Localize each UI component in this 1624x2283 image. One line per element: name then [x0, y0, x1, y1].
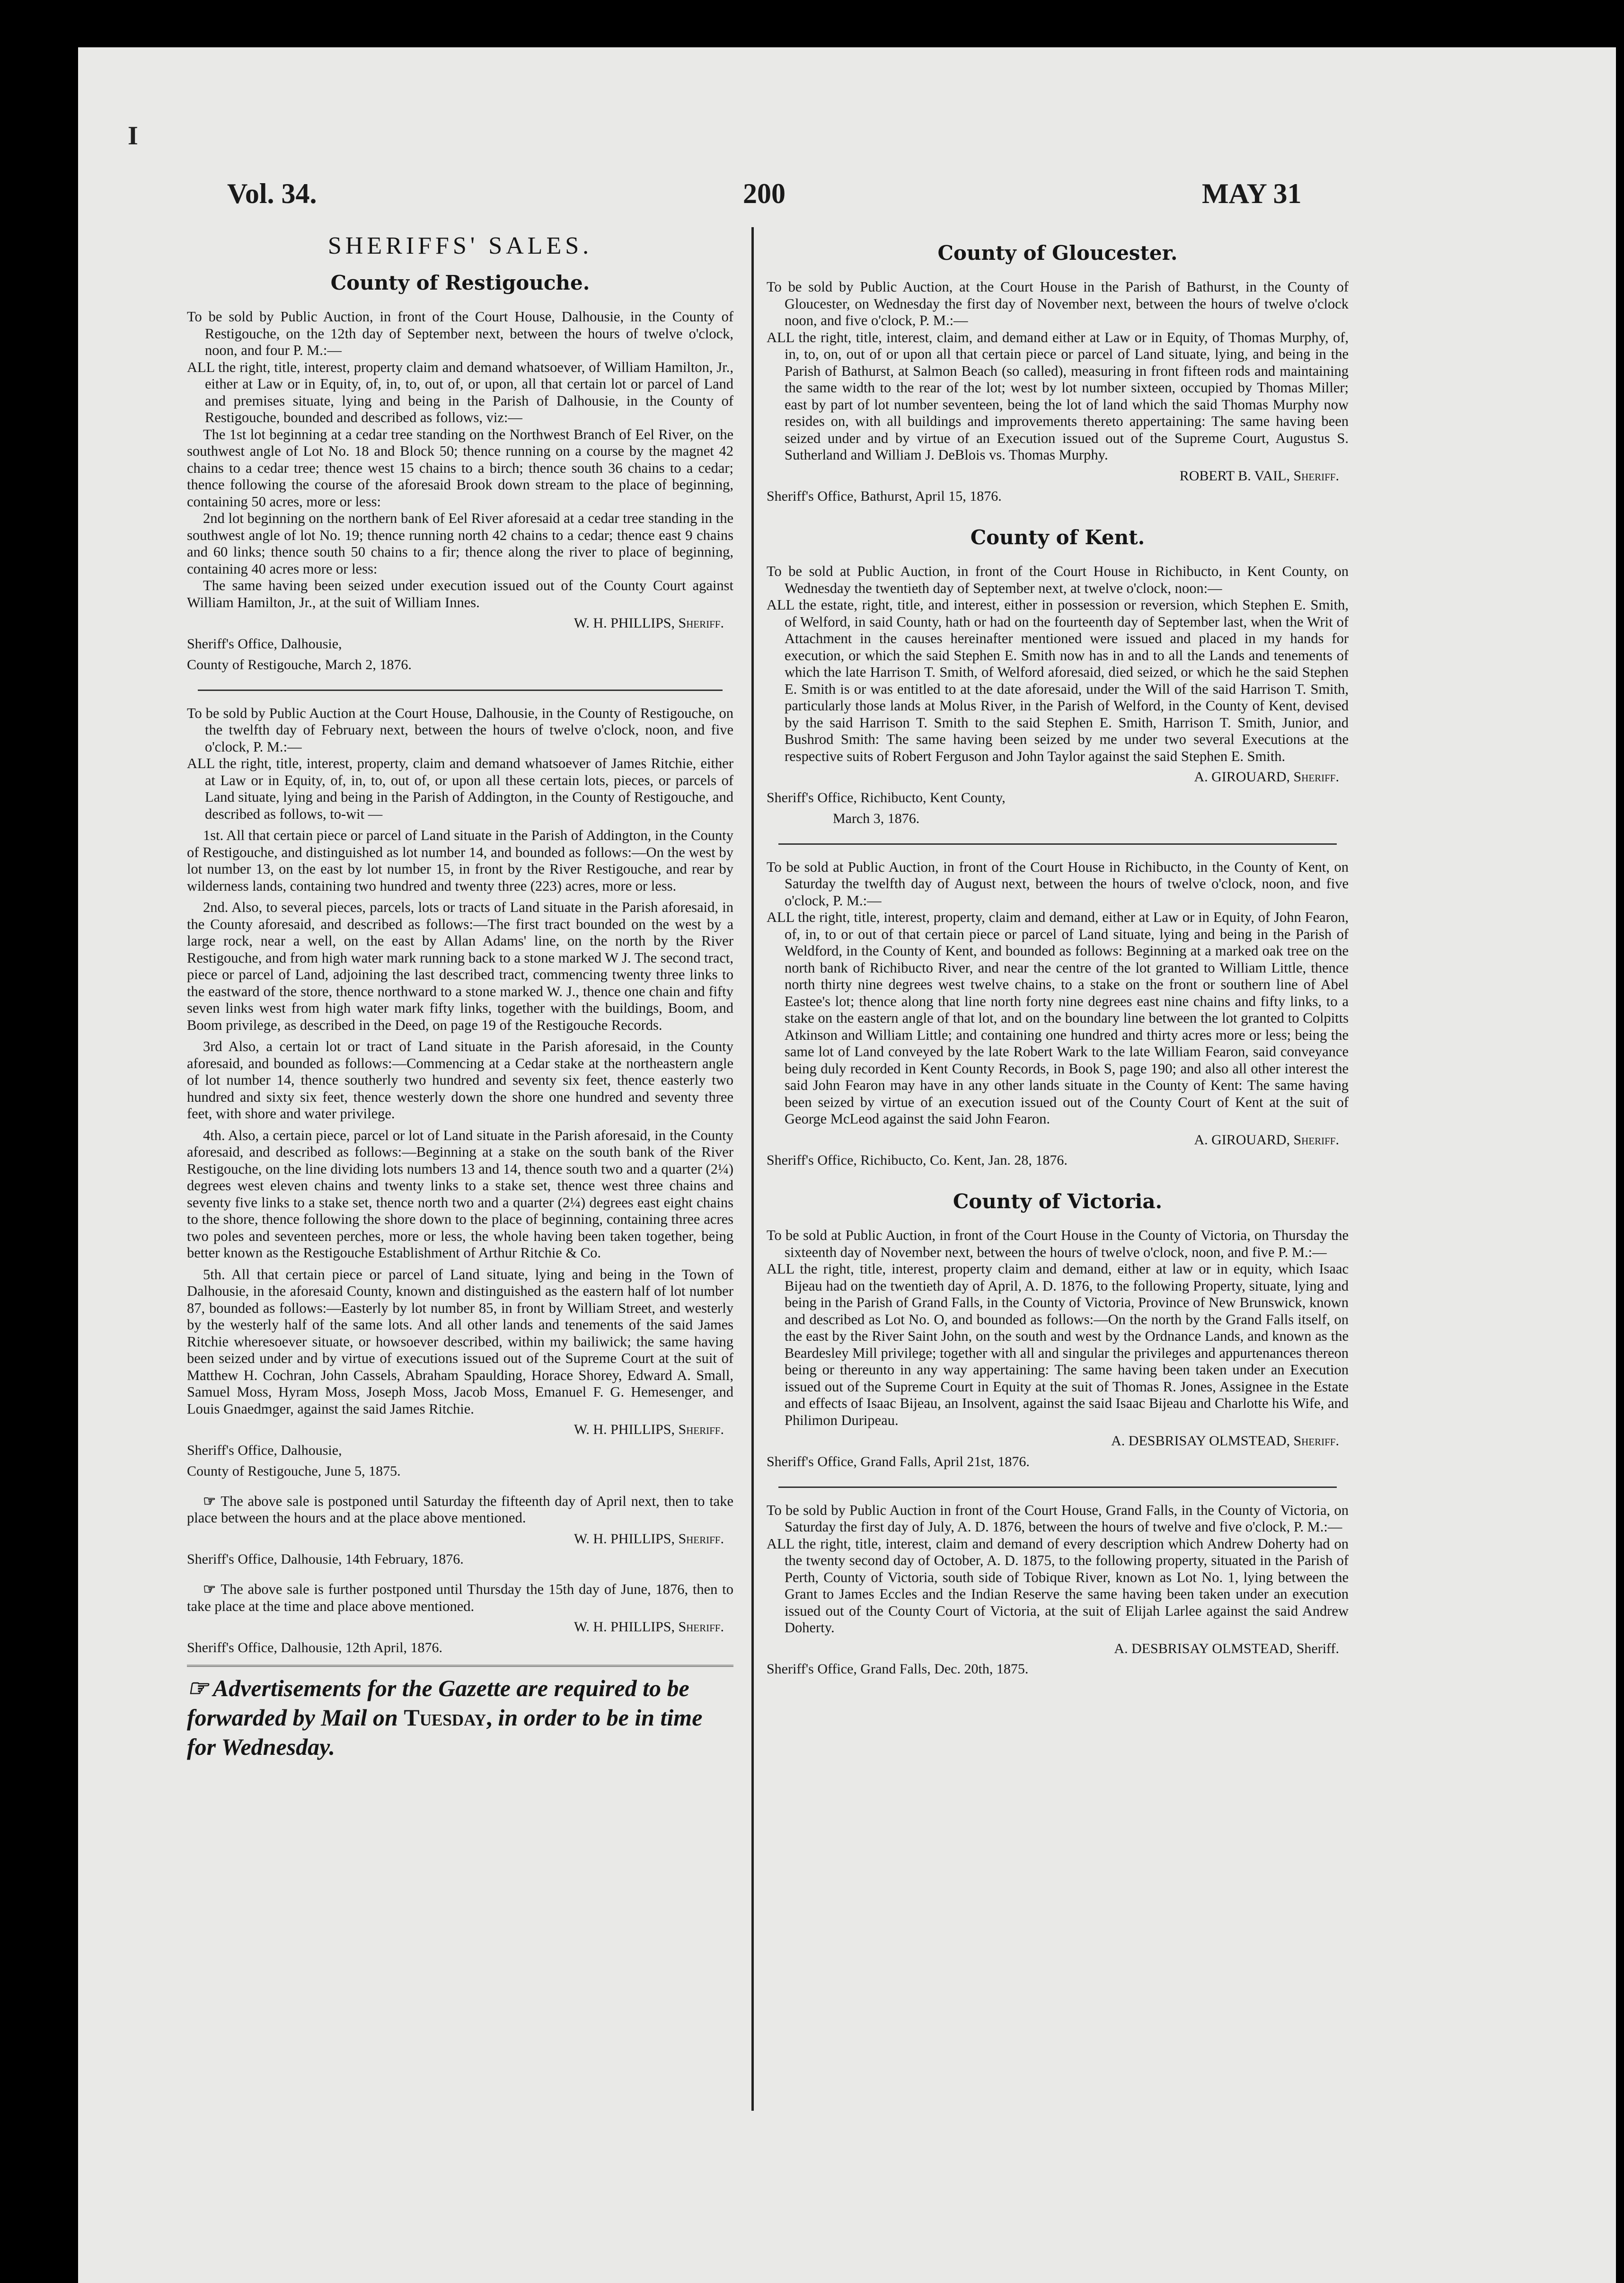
page-edge-tab [78, 303, 91, 327]
notice-paragraph: 4th. Also, a certain piece, parcel or lot of Land situate in the Parish aforesaid, in the County aforesaid, and described as follows:—Beginning at a stake on the south bank of the River Restigouche, on the line dividing lots numbers 13 and 14, thence south two and a quarter (2¼) degrees west eleven chains and twenty links to a stake set, thence west three chains and seventy five links to a stake set, thence north two and a quarter (2¼) degrees east eight chains to the shore, thence following the shore down to the place of beginning, containing three acres two poles and seventeen perches, more or less, the whole having been taken together, being better known as the Restigouche Establishment of Arthur Ritchie & Co. [187, 1127, 733, 1261]
office-line: Sheriff's Office, Richibucto, Co. Kent, Jan. 28, 1876. [767, 1152, 1068, 1168]
page-number: 200 [743, 178, 786, 209]
left-column [187, 222, 733, 2115]
sheriff-signature [767, 468, 1339, 485]
notice-paragraph: 2nd lot beginning on the northern bank of Eel River aforesaid at a cedar tree standing in the southwest angle of lot No. 19; thence running north 42 chains to a cedar; thence east 9 chains and 60 links; thence south 50 chains to a fir; thence along the river to place of beginning, containing 40 acres more or less: [187, 510, 733, 577]
volume-label: Vol. 34. [227, 178, 317, 209]
office-line: Sheriff's Office, Dalhousie, 14th February, 1876. [187, 1551, 464, 1567]
notice-paragraph: 2nd. Also, to several pieces, parcels, lots or tracts of Land situate in the Parish aforesaid, in the County aforesaid, and described as follows:—The first tract bounded on the west by a large rock, near a well, on the east by Allan Adams' line, on the north by the River Restigouche, and from high water mark running back to a stone marked W J. The second tract, piece or parcel of Land, adjoining the last described tract, commencing twenty three links to the eastward of the store, thence northward to a stone marked W. J., thence one chain and fifty seven links west from high water mark fifty links, together with the buildings, Boom, and Boom privilege, as described in the Deed, on page 19 of the Restigouche Records. [187, 899, 733, 1033]
sheriff-name: A. DESBRISAY OLMSTEAD, [1111, 1433, 1290, 1449]
column-rule [751, 227, 754, 2111]
pointing-hand-icon: ☞ [203, 1581, 216, 1597]
office-line: March 3, 1876. [833, 810, 920, 826]
sale-notice-ritchie [187, 705, 733, 1480]
notice-paragraph: The 1st lot beginning at a cedar tree standing on the Northwest Branch of Eel River, on the southwest angle of Lot No. 18 and Block 50; thence running on a course by the magnet 42 chains to a cedar tree; thence west 15 chains to a birch; thence south 36 chains to a cedar; thence following the course of the aforesaid Brook down stream to the place of beginning, containing 50 acres, more or less: [187, 426, 733, 510]
sheriff-name: A. GIROUARD, [1194, 769, 1290, 785]
office-line: Sheriff's Office, Bathurst, April 15, 1876. [767, 488, 1002, 504]
sheriff-name: W. H. PHILLIPS, [574, 1422, 675, 1437]
advertisement-notice [187, 1665, 733, 1761]
postponement-text: The above sale is postponed until Saturday the fifteenth day of April next, then to take place between the hours and at the place above mentioned. [187, 1493, 733, 1526]
margin-mark: I [128, 121, 138, 150]
section-title: SHERIFFS' SALES. [327, 232, 593, 259]
notice-all: ALL the right, title, interest, claim, and demand either at Law or in Equity, of Thomas Murphy, of, in, to, on, out of or upon all that certain piece or parcel of Land situate, lying, and being in the Parish of Bathurst, at Salmon Beach (so called), measuring in front fifteen rods and maintaining the same width to the rear of the lot; west by lot number sixteen, occupied by Thomas Miller; east by part of lot number seventeen, being the lot of land which the said Thomas Murphy now resides on, with all buildings and improvements thereto appertaining: The same having been seized under and by virtue of an Execution issued out of the Supreme Court, Augustus S. Sutherland and William J. DeBlois vs. Thomas Murphy. [767, 329, 1349, 463]
notice-intro: To be sold by Public Auction in front of the Court House, Grand Falls, in the County of Victoria, on Saturday the first day of July, A. D. 1876, between the hours of twelve and five o'clock, P. M.:— [767, 1502, 1349, 1535]
notice-paragraph: 5th. All that certain piece or parcel of Land situate, lying and being in the Town of Dalhousie, in the aforesaid County, known and distinguished as the eastern half of lot number 87, bounded as follows:—Easterly by lot number 85, in front by William Street, and westerly by the westerly half of the same lots. And all other lands and tenements of the said James Ritchie wheresoever situate, or howsoever described, within my bailiwick; the same having been seized under and by virtue of executions issued out of the Supreme Court at the suit of Matthew H. Cochran, John Cassels, Abraham Spaulding, Horace Shorey, Edward A. Small, Samuel Moss, Hyram Moss, Joseph Moss, Jacob Moss, Emanuel F. G. Hemesenger, and Louis Gnaedmger, against the said James Ritchie. [187, 1266, 733, 1417]
county-heading-victoria: County of Victoria. [953, 1190, 1163, 1213]
sale-notice-fearon [767, 859, 1349, 1169]
county-heading-kent: County of Kent. [970, 526, 1145, 549]
sheriff-signature [767, 1433, 1339, 1450]
sheriff-name: ROBERT B. VAIL, [1179, 468, 1290, 484]
divider [778, 843, 1337, 845]
notice-all: ALL the right, title, interest, property, claim and demand whatsoever of James Ritchie, either at Law or in Equity, of, in, to, out of, or upon all these certain lots, pieces, or parcels of Land situate, lying and being in the Parish of Addington, in the County of Restigouche, and described as follows, to-wit — [187, 755, 733, 822]
issue-date: MAY 31 [1202, 178, 1302, 209]
advert-text: Advertisements for the Gazette are required to be forwarded by Mail on [187, 1674, 689, 1731]
notice-all: ALL the right, title, interest, property claim and demand whatsoever, of William Hamilton, Jr., either at Law or in Equity, of, in, to, out of, or upon, all that certain lot or parcel of Land and premises situate, lying and being in the Parish of Dalhousie, in the County of Restigouche, bounded and described as follows, viz:— [187, 359, 733, 425]
sale-notice-murphy [767, 279, 1349, 505]
sheriff-signature [187, 1421, 724, 1438]
office-line: Sheriff's Office, Grand Falls, April 21st, 1876. [767, 1453, 1030, 1469]
right-column [767, 222, 1349, 2182]
office-line: County of Restigouche, March 2, 1876. [187, 656, 412, 673]
sheriff-title: Sheriff. [678, 1619, 724, 1635]
pointing-hand-icon: ☞ [203, 1493, 216, 1509]
sale-notice-hamilton [187, 309, 733, 673]
notice-intro: To be sold at Public Auction, in front of the Court House in Richibucto, in Kent County, on Wednesday the twentieth day of September next, at twelve o'clock, noon:— [767, 563, 1349, 596]
postponement-text: The above sale is further postponed until Thursday the 15th day of June, 1876, then to take place at the time and place above mentioned. [187, 1581, 733, 1614]
office-line: County of Restigouche, June 5, 1875. [187, 1463, 401, 1479]
notice-intro: To be sold at Public Auction, in front of the Court House in Richibucto, in the County of Kent, on Saturday the twelfth day of August next, between the hours of twelve o'clock, noon, and five o'clock, P. M.:— [767, 858, 1349, 909]
sheriff-title: Sheriff. [1293, 1433, 1339, 1449]
sheriff-signature [187, 1531, 724, 1548]
sheriff-name: W. H. PHILLIPS, [574, 615, 675, 631]
notice-intro: To be sold by Public Auction, in front of the Court House, Dalhousie, in the County of Restigouche, on the 12th day of September next, between the hours of twelve o'clock, noon, and four P. M.:— [187, 309, 733, 358]
office-line: Sheriff's Office, Richibucto, Kent County, [767, 789, 1006, 805]
sheriff-signature [767, 769, 1339, 786]
page-edge-tab [78, 483, 91, 507]
office-line: Sheriff's Office, Dalhousie, [187, 1442, 342, 1458]
notice-intro: To be sold by Public Auction, at the Court House in the Parish of Bathurst, in the County of Gloucester, on Wednesday the first day of November next, between the hours of twelve o'clock noon, and five o'clock, P. M.:— [767, 279, 1349, 328]
sheriff-title: Sheriff. [678, 615, 724, 631]
notice-paragraph: 1st. All that certain piece or parcel of Land situate in the Parish of Addington, in the County of Restigouche, and distinguished as lot number 14, and bounded as follows:—On the west by lot number 13, on the east by lot number 15, in front by the River Restigouche, and rear by wilderness lands, containing two hundred and twenty three (223) acres, more or less. [187, 827, 733, 894]
notice-paragraph: The same having been seized under execution issued out of the County Court against William Hamilton, Jr., at the suit of William Innes. [187, 577, 733, 611]
postponement-notice [187, 1493, 733, 1568]
sale-notice-smith [767, 563, 1349, 827]
notice-all: ALL the right, title, interest, property claim and demand, either at law or in equity, which Isaac Bijeau had on the twentieth day of April, A. D. 1876, to the following Property, situate, lying and being in the Parish of Grand Falls, in the County of Victoria, Province of New Brunswick, known and described as Lot No. O, and bounded as follows:—On the north by the Grand Falls itself, on the east by the River Saint John, on the south and west by the Ordnance Lands, and known as the Beardesley Mill privilege; together with all and singular the privileges and appurtenances thereon being or thereunto in any way appertaining: The same having been taken under an Execution issued out of the Supreme Court in Equity at the suit of Thomas R. Jones, Assignee in the Estate and effects of Isaac Bijeau, an Insolvent, against the said Isaac Bijeau and Charlotte his Wife, and Philimon Duripeau. [767, 1261, 1349, 1428]
office-line: Sheriff's Office, Grand Falls, Dec. 20th, 1875. [767, 1661, 1029, 1677]
pointing-hand-icon: ☞ [187, 1674, 208, 1701]
sheriff-signature [187, 615, 724, 632]
advert-text: in order to be in time for Wednesday. [187, 1704, 703, 1760]
sheriff-signature: A. DESBRISAY OLMSTEAD, Sheriff. [1114, 1640, 1339, 1656]
county-heading-gloucester: County of Gloucester. [937, 241, 1178, 265]
notice-all: ALL the right, title, interest, property, claim and demand, either at Law or in Equity, of John Fearon, of, in, to or out of that certain piece or parcel of Land situate, lying and being in the Parish of Weldford, in the County of Kent, and bounded as follows: Beginning at a marked oak tree on the north bank of Richibucto River, and near the centre of the lot granted to William Little, thence north thirty nine degrees west twelve chains, to a stake on the front or southern line of Abel Eastee's lot; thence along that line north forty nine degrees east nine chains and fifty links, to a stake on the eastern angle of that lot, and on the boundary line between the lot granted to Colpitts Atkinson and William Little; and containing one hundred and thirty acres more or less; being the same lot of Land conveyed by the late Robert Wark to the late William Fearon, said conveyance being duly recorded in Kent County Records, in Book S, page 190; and also all other interest the said John Fearon may have in any other lands situate in the County of Kent: The same having been seized by virtue of an execution issued out of the County Court of Kent at the suit of George McLeod against the said John Fearon. [767, 909, 1349, 1127]
notice-paragraph: 3rd Also, a certain lot or tract of Land situate in the Parish aforesaid, in the County aforesaid, and bounded as follows:—Commencing at a Cedar stake at the northeastern angle of lot number 14, thence southerly two hundred and seventy six feet, thence easterly two hundred and sixty six feet, thence westerly down the shore one hundred and seventy three feet, with shore and water privilege. [187, 1038, 733, 1122]
notice-intro: To be sold at Public Auction, in front of the Court House in the County of Victoria, on Thursday the sixteenth day of November next, between the hours of twelve o'clock, noon, and five P. M.:— [767, 1227, 1349, 1260]
sale-notice-doherty [767, 1502, 1349, 1678]
divider [778, 1487, 1337, 1488]
sheriff-title: Sheriff. [1293, 468, 1339, 484]
postponement-notice [187, 1581, 733, 1656]
sheriff-title: Sheriff. [678, 1531, 724, 1547]
sale-notice-bijeau [767, 1227, 1349, 1470]
sheriff-signature [767, 1132, 1339, 1149]
county-heading-restigouche: County of Restigouche. [330, 271, 590, 294]
notice-all: ALL the right, title, interest, claim and demand of every description which Andrew Doherty had on the twenty second day of October, A. D. 1875, to the following property, situated in the Parish of Perth, County of Victoria, south side of Tobique River, known as Lot No. 1, lying between the Grant to James Eccles and the Indian Reserve the same having been taken under an execution issued out of the County Court of Victoria, at the suit of Elijah Larlee against the said Andrew Doherty. [767, 1535, 1349, 1636]
sheriff-signature [187, 1619, 724, 1636]
sheriff-title: Sheriff. [1293, 1132, 1339, 1148]
office-line: Sheriff's Office, Dalhousie, 12th April, 1876. [187, 1639, 443, 1655]
divider [198, 690, 723, 691]
sheriff-name: W. H. PHILLIPS, [574, 1619, 675, 1635]
sheriff-title: Sheriff. [1293, 769, 1339, 785]
notice-intro: To be sold by Public Auction at the Court House, Dalhousie, in the County of Restigouche, on the twelfth day of February next, between the hours of twelve o'clock, noon, and five o'clock, P. M.:— [187, 705, 733, 755]
notice-all: ALL the estate, right, title, and interest, either in possession or reversion, which Stephen E. Smith, of Welford, in said County, hath or had on the fourteenth day of September last, when the Writ of Attachment in the causes hereinafter mentioned were issued and placed in my hands for execution, or which the said Stephen E. Smith now has in and to all the Lands and tenements of which the late Harrison T. Smith, of Welford aforesaid, died seized, or which he the said Stephen E. Smith is or was entitled to at the date aforesaid, under the Will of the said Harrison T. Smith, particularly those lands at Molus River, in the Parish of Welford, in the County of Kent, devised by the said Harrison T. Smith to the said Stephen E. Smith, Harrison T. Smith, Junior, and Bushrod Smith: The same having been seized by me under two several Executions at the respective suits of Robert Ferguson and John Taylor against the said Stephen E. Smith. [767, 597, 1349, 764]
sheriff-name: A. GIROUARD, [1194, 1132, 1290, 1148]
sheriff-title: Sheriff. [678, 1422, 724, 1437]
sheriff-name: W. H. PHILLIPS, [574, 1531, 675, 1547]
advert-day: Tuesday, [404, 1704, 492, 1731]
office-line: Sheriff's Office, Dalhousie, [187, 636, 342, 652]
